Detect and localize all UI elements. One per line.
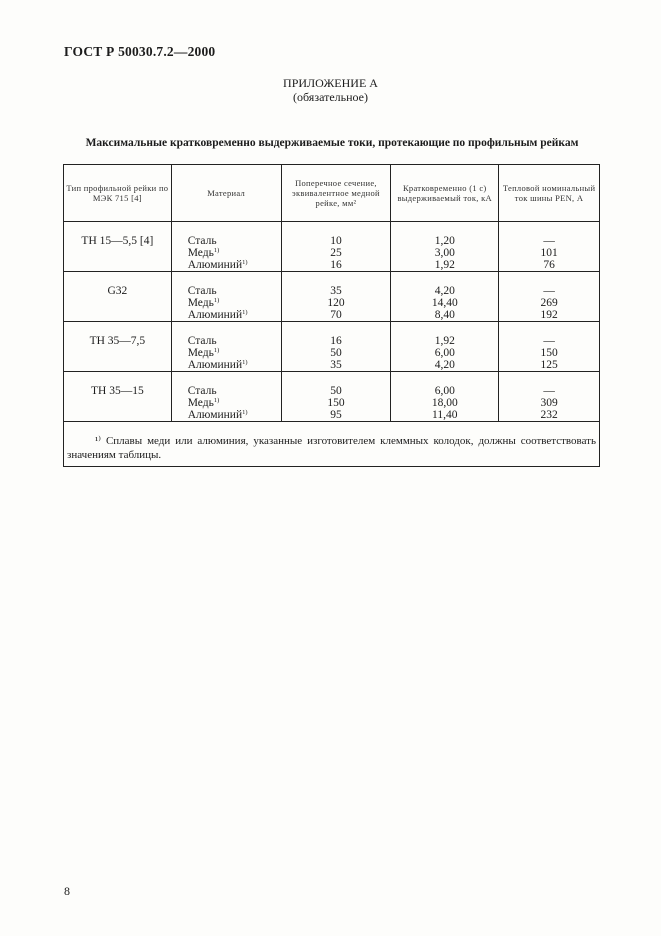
- material-cell: [171, 222, 281, 272]
- table-title: Максимальные кратковременно выдерживаемые токи, протекающие по профильным рейкам: [85, 137, 579, 149]
- heat-current-value: —: [543, 285, 555, 297]
- header-material: Материал: [171, 165, 281, 222]
- material-name: Медь$^{1)}$: [187, 397, 220, 409]
- current-value: 6,00: [434, 385, 455, 397]
- heat-current-value: —: [543, 235, 555, 247]
- cross-section-value: 120: [327, 297, 345, 309]
- current-value: 3,00: [434, 247, 455, 259]
- rail-type: ТН 35—7,5: [89, 335, 146, 347]
- table-row: [64, 272, 600, 322]
- appendix-heading: [0, 76, 661, 104]
- table-header-row: [64, 165, 600, 222]
- rail-type: G32: [107, 285, 128, 297]
- cross-section-value: 35: [330, 285, 342, 297]
- table-row: [64, 372, 600, 422]
- table-row: [64, 222, 600, 272]
- footnote-marker: 1): [213, 297, 220, 304]
- current-value: 4,20: [434, 285, 455, 297]
- current-cell: [391, 372, 499, 422]
- material-cell: [171, 322, 281, 372]
- heat-current-value: 232: [540, 409, 558, 421]
- heat-current-value: 150: [540, 347, 558, 359]
- material-name: Алюминий$^{1)}$: [187, 409, 248, 421]
- heat-current-value: —: [543, 335, 555, 347]
- material-name: Алюминий$^{1)}$: [187, 359, 248, 371]
- material-name: Сталь: [187, 335, 217, 347]
- heat-current-cell: [499, 272, 600, 322]
- cross-section-value: 50: [330, 347, 342, 359]
- heat-current-value: 269: [540, 297, 558, 309]
- current-value: 18,00: [431, 397, 458, 409]
- heat-current-value: 309: [540, 397, 558, 409]
- rail-type-cell: [64, 222, 172, 272]
- cross-section-value: 10: [330, 235, 342, 247]
- heat-current-value: 101: [540, 247, 558, 259]
- material-name: Сталь: [187, 385, 217, 397]
- material-name: Алюминий$^{1)}$: [187, 259, 248, 271]
- appendix-subtitle: (обязательное): [293, 90, 368, 104]
- heat-current-value: 76: [543, 259, 555, 271]
- cross-section-value: 70: [330, 309, 342, 321]
- heat-current-cell: [499, 222, 600, 272]
- header-type: Тип профильной рейки по МЭК 715 [4]: [64, 165, 172, 222]
- heat-current-value: 125: [540, 359, 558, 371]
- current-table: [63, 164, 600, 467]
- current-value: 14,40: [431, 297, 458, 309]
- header-current: Кратковременно (1 с) выдерживаемый ток, кА: [391, 165, 499, 222]
- current-value: 4,20: [434, 359, 455, 371]
- material-name: Медь$^{1)}$: [187, 347, 220, 359]
- cross-section-cell: [281, 372, 391, 422]
- current-cell: [391, 222, 499, 272]
- material-cell: [171, 272, 281, 322]
- cross-section-value: 150: [327, 397, 345, 409]
- cross-section-cell: [281, 322, 391, 372]
- document-code: ГОСТ Р 50030.7.2—2000: [64, 44, 216, 59]
- current-value: 1,92: [434, 335, 455, 347]
- current-value: 11,40: [432, 409, 458, 421]
- cross-section-value: 16: [330, 259, 342, 271]
- heat-current-value: 192: [540, 309, 558, 321]
- heat-current-value: —: [543, 385, 555, 397]
- cross-section-value: 95: [330, 409, 342, 421]
- footnote-marker: 1): [242, 359, 248, 366]
- material-name: Алюминий$^{1)}$: [187, 309, 248, 321]
- current-value: 6,00: [434, 347, 455, 359]
- header-heat: Тепловой номинальный ток шины PEN, А: [499, 165, 600, 222]
- current-value: 8,40: [434, 309, 455, 321]
- footnote-marker: 1): [242, 309, 248, 316]
- current-cell: [391, 272, 499, 322]
- footnote-marker: 1): [213, 397, 220, 404]
- footnote-marker: 1): [213, 247, 220, 254]
- cross-section-value: 35: [330, 359, 342, 371]
- current-value: 1,20: [434, 235, 455, 247]
- cross-section-value: 16: [330, 335, 342, 347]
- footnote-marker: 1): [213, 347, 220, 354]
- rail-type-cell: [64, 372, 172, 422]
- heat-current-cell: [499, 372, 600, 422]
- rail-type-cell: [64, 322, 172, 372]
- cross-section-value: 50: [330, 385, 342, 397]
- heat-current-cell: [499, 322, 600, 372]
- current-value: 1,92: [434, 259, 455, 271]
- header-cross-section: Поперечное сечение, эквивалентное медной рейке, мм²: [281, 165, 391, 222]
- material-name: Сталь: [187, 235, 217, 247]
- cross-section-value: 25: [330, 247, 342, 259]
- current-cell: [391, 322, 499, 372]
- page-number: 8: [64, 884, 70, 898]
- rail-type: ТН 35—15: [91, 385, 144, 397]
- table-row: [64, 322, 600, 372]
- footnote-marker: 1): [242, 259, 248, 266]
- material-name: Сталь: [187, 285, 217, 297]
- material-name: Медь$^{1)}$: [187, 247, 220, 259]
- appendix-title: ПРИЛОЖЕНИЕ А: [283, 76, 378, 90]
- cross-section-cell: [281, 272, 391, 322]
- material-cell: [171, 372, 281, 422]
- material-name: Медь$^{1)}$: [187, 297, 220, 309]
- footnote-text: ¹⁾ Сплавы меди или алюминия, указанные изготовителем клеммных колодок, должны соответствовать значениям таблицы.: [67, 435, 596, 461]
- rail-type: ТН 15—5,5 [4]: [81, 235, 154, 247]
- footnote-row: [64, 422, 600, 467]
- rail-type-cell: [64, 272, 172, 322]
- cross-section-cell: [281, 222, 391, 272]
- footnote-marker: 1): [242, 409, 248, 416]
